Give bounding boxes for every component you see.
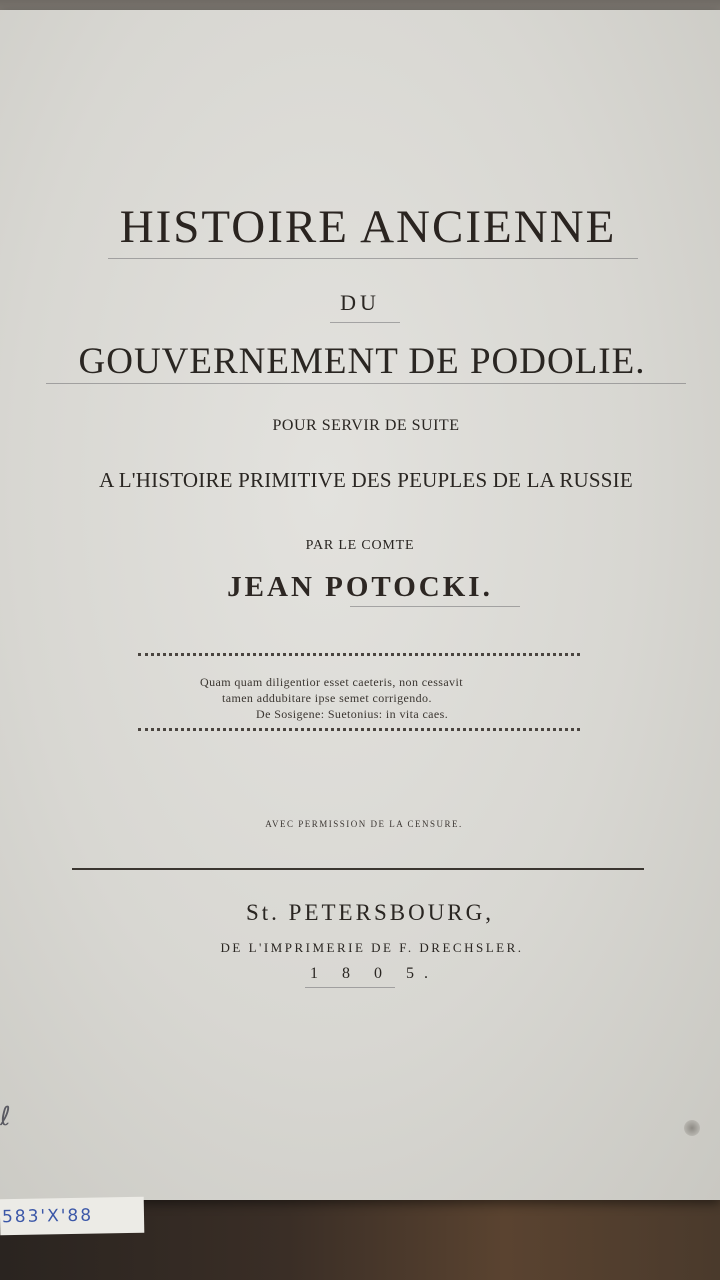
epigraph xyxy=(200,674,463,722)
epigraph-line-1: Quam quam diligentior esset caeteris, non cessavit xyxy=(200,675,463,689)
title-du: DU xyxy=(340,290,380,315)
by-line: PAR LE COMTE xyxy=(305,538,415,553)
margin-pencil-mark: ℓ xyxy=(0,1102,11,1132)
paper-stain xyxy=(684,1120,700,1136)
title-page xyxy=(0,10,720,1200)
subtitle-line-2: A L'HISTOIRE PRIMITIVE DES PEUPLES DE LA RUSSIE xyxy=(99,468,633,492)
imprint-city: St. PETERSBOURG, xyxy=(245,900,494,925)
censorship-note: AVEC PERMISSION DE LA CENSURE. xyxy=(265,819,463,829)
epigraph-line-2: tamen addubitare ipse semet corrigendo. xyxy=(222,691,432,705)
pencil-underline xyxy=(350,606,520,607)
imprint-printer: DE L'IMPRIMERIE DE F. DRECHSLER. xyxy=(220,940,524,955)
imprint-year: 1 8 0 5. xyxy=(310,965,438,982)
pencil-underline xyxy=(46,383,686,384)
epigraph-attribution: De Sosigene: Suetonius: in vita caes. xyxy=(256,707,449,721)
pencil-underline xyxy=(305,987,395,988)
subtitle-line-1: POUR SERVIR DE SUITE xyxy=(272,417,460,434)
title-line-2: GOUVERNEMENT DE PODOLIE. xyxy=(78,341,646,382)
horizontal-rule xyxy=(72,868,644,870)
pencil-underline xyxy=(330,322,400,323)
author-name: JEAN POTOCKI. xyxy=(227,571,493,603)
epigraph-border-bottom xyxy=(138,728,580,731)
title-line-1: HISTOIRE ANCIENNE xyxy=(119,201,617,253)
library-shelfmark-label: 583'X'88 xyxy=(0,1197,144,1236)
pencil-underline xyxy=(108,258,638,259)
epigraph-border-top xyxy=(138,653,580,656)
